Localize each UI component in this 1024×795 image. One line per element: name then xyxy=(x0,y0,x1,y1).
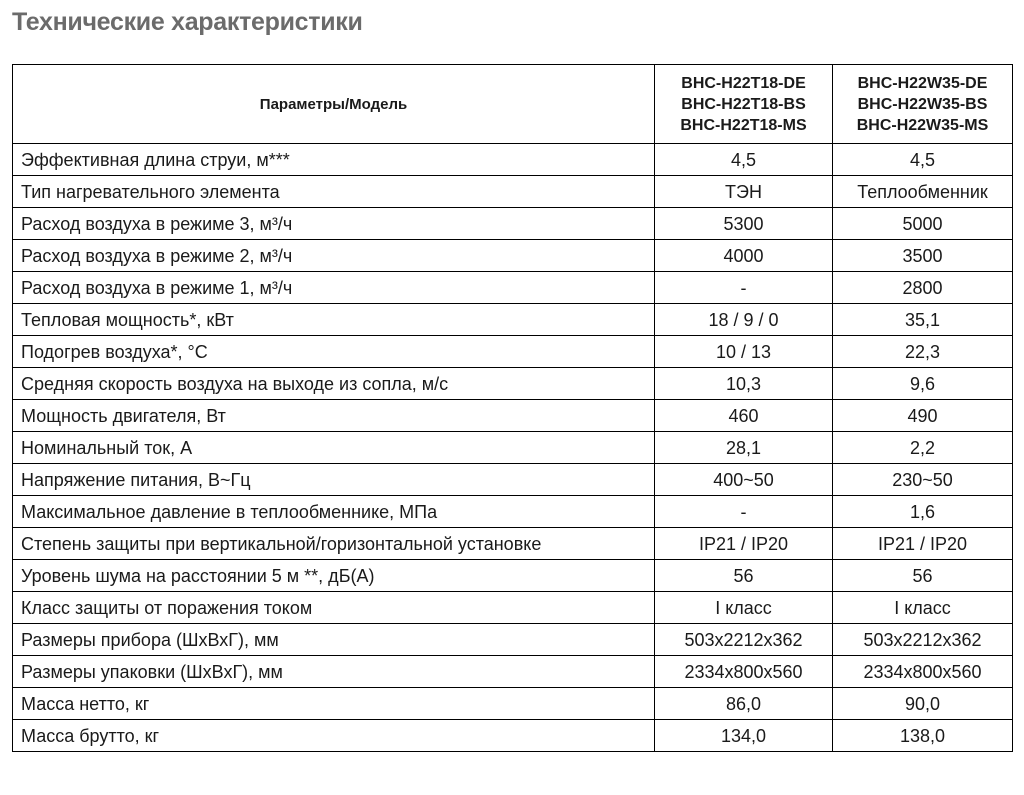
table-row xyxy=(13,464,1013,496)
value-model-b: 22,3 xyxy=(833,336,1013,368)
row-label: Мощность двигателя, Вт xyxy=(13,400,655,432)
value-model-b: IP21 / IP20 xyxy=(833,528,1013,560)
value-model-b: 490 xyxy=(833,400,1013,432)
value-model-b: 1,6 xyxy=(833,496,1013,528)
value-model-b: 2800 xyxy=(833,272,1013,304)
model-a-line: BHC-H22T18-MS xyxy=(680,116,807,134)
value-model-a: 10 / 13 xyxy=(655,336,833,368)
row-label: Размеры упаковки (ШхВхГ), мм xyxy=(13,656,655,688)
model-a-line: BHC-H22T18-DE xyxy=(681,74,806,92)
table-row xyxy=(13,304,1013,336)
value-model-b: 4,5 xyxy=(833,144,1013,176)
value-model-b: 230~50 xyxy=(833,464,1013,496)
row-label: Расход воздуха в режиме 2, м³/ч xyxy=(13,240,655,272)
value-model-a: IP21 / IP20 xyxy=(655,528,833,560)
row-label: Класс защиты от поражения током xyxy=(13,592,655,624)
table-row xyxy=(13,720,1013,752)
model-b-line: BHC-H22W35-BS xyxy=(857,95,988,113)
value-model-a: - xyxy=(655,272,833,304)
value-model-a: 460 xyxy=(655,400,833,432)
row-label: Размеры прибора (ШхВхГ), мм xyxy=(13,624,655,656)
table-row xyxy=(13,592,1013,624)
table-row xyxy=(13,400,1013,432)
row-label: Номинальный ток, А xyxy=(13,432,655,464)
value-model-b: 2,2 xyxy=(833,432,1013,464)
table-row xyxy=(13,336,1013,368)
value-model-b: Теплообменник xyxy=(833,176,1013,208)
value-model-b: 503x2212x362 xyxy=(833,624,1013,656)
value-model-a: 400~50 xyxy=(655,464,833,496)
row-label: Масса брутто, кг xyxy=(13,720,655,752)
header-model-a xyxy=(655,65,833,144)
value-model-a: ТЭН xyxy=(655,176,833,208)
value-model-a: 10,3 xyxy=(655,368,833,400)
value-model-b: 3500 xyxy=(833,240,1013,272)
value-model-a: 4,5 xyxy=(655,144,833,176)
model-a-line: BHC-H22T18-BS xyxy=(681,95,806,113)
value-model-b: 90,0 xyxy=(833,688,1013,720)
row-label: Тип нагревательного элемента xyxy=(13,176,655,208)
value-model-b: 35,1 xyxy=(833,304,1013,336)
row-label: Масса нетто, кг xyxy=(13,688,655,720)
row-label: Расход воздуха в режиме 3, м³/ч xyxy=(13,208,655,240)
table-row xyxy=(13,240,1013,272)
row-label: Эффективная длина струи, м*** xyxy=(13,144,655,176)
value-model-a: 5300 xyxy=(655,208,833,240)
value-model-a: 28,1 xyxy=(655,432,833,464)
table-row xyxy=(13,144,1013,176)
value-model-a: 4000 xyxy=(655,240,833,272)
model-b-line: BHC-H22W35-MS xyxy=(856,116,989,134)
value-model-b: 2334x800x560 xyxy=(833,656,1013,688)
row-label: Расход воздуха в режиме 1, м³/ч xyxy=(13,272,655,304)
table-row xyxy=(13,560,1013,592)
table-row xyxy=(13,528,1013,560)
row-label: Уровень шума на расстоянии 5 м **, дБ(А) xyxy=(13,560,655,592)
table-row xyxy=(13,368,1013,400)
table-header-row xyxy=(13,65,1013,144)
value-model-b: 5000 xyxy=(833,208,1013,240)
value-model-b: 138,0 xyxy=(833,720,1013,752)
row-label: Подогрев воздуха*, °C xyxy=(13,336,655,368)
model-b-line: BHC-H22W35-DE xyxy=(857,74,988,92)
row-label: Средняя скорость воздуха на выходе из сопла, м/с xyxy=(13,368,655,400)
value-model-a: 134,0 xyxy=(655,720,833,752)
value-model-a: 56 xyxy=(655,560,833,592)
table-row xyxy=(13,208,1013,240)
row-label: Степень защиты при вертикальной/горизонтальной установке xyxy=(13,528,655,560)
table-row xyxy=(13,688,1013,720)
value-model-b: 9,6 xyxy=(833,368,1013,400)
spec-table xyxy=(12,64,1013,752)
table-row xyxy=(13,176,1013,208)
header-param: Параметры/Модель xyxy=(13,65,655,144)
table-row xyxy=(13,656,1013,688)
header-model-b xyxy=(833,65,1013,144)
value-model-b: I класс xyxy=(833,592,1013,624)
table-row xyxy=(13,496,1013,528)
value-model-a: 2334x800x560 xyxy=(655,656,833,688)
value-model-a: 503x2212x362 xyxy=(655,624,833,656)
row-label: Напряжение питания, В~Гц xyxy=(13,464,655,496)
table-row xyxy=(13,432,1013,464)
value-model-a: I класс xyxy=(655,592,833,624)
value-model-a: 86,0 xyxy=(655,688,833,720)
table-row xyxy=(13,624,1013,656)
value-model-a: - xyxy=(655,496,833,528)
row-label: Тепловая мощность*, кВт xyxy=(13,304,655,336)
row-label: Максимальное давление в теплообменнике, МПа xyxy=(13,496,655,528)
value-model-a: 18 / 9 / 0 xyxy=(655,304,833,336)
value-model-b: 56 xyxy=(833,560,1013,592)
table-row xyxy=(13,272,1013,304)
page-title: Технические характеристики xyxy=(12,8,363,36)
